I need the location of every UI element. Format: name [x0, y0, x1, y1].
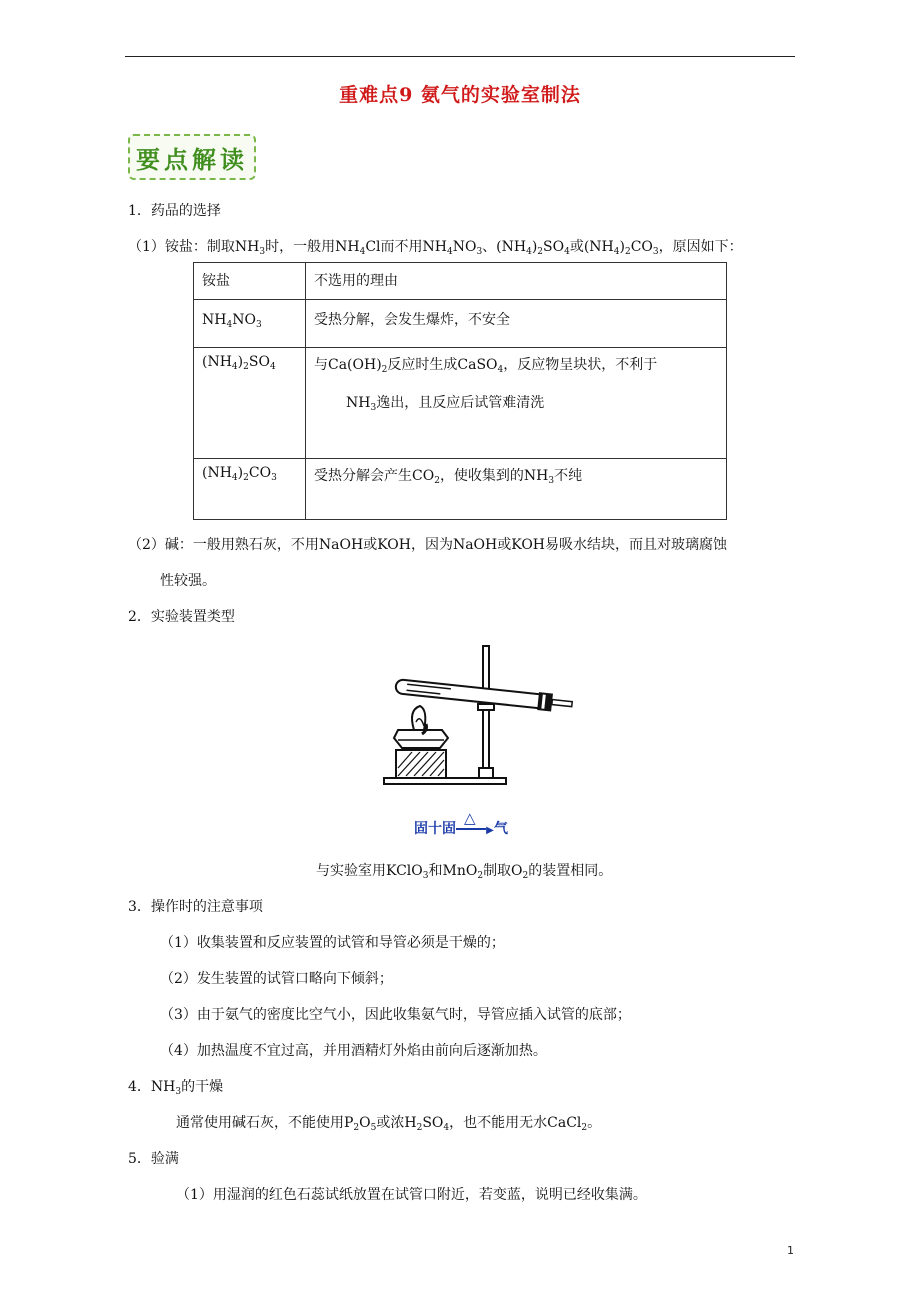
ammonium-salt-table — [193, 262, 727, 520]
list-item: （2）发生装置的试管口略向下倾斜； — [160, 971, 393, 987]
heat-delta-symbol: △ — [464, 809, 476, 827]
wooden-block — [396, 750, 446, 778]
delivery-tube — [552, 700, 572, 707]
header-rule — [125, 56, 795, 57]
section-4-heading: 4．$NH_3$的干燥 — [128, 1079, 224, 1097]
page-number: 1 — [787, 1244, 794, 1257]
section-1-para-2: （2）碱：一般用熟石灰，不用NaOH或KOH，因为NaOH或KOH易吸水结块，而且对玻璃腐蚀 — [128, 537, 728, 553]
alcohol-lamp — [394, 706, 448, 748]
table-row — [194, 459, 727, 520]
stand-rod — [483, 646, 489, 778]
list-item: （4）加热温度不宜过高，并用酒精灯外焰由前向后逐渐加热。 — [160, 1043, 547, 1059]
section-1-para-1: （1）铵盐：制取$NH_3$时，一般用$NH_4Cl$而不用$NH_4NO_3$、$(NH_4)_2SO_4$或$(NH_4)_2CO_3$，原因如下： — [128, 239, 743, 257]
section-1-heading: 1．药品的选择 — [128, 203, 221, 219]
table-cell-salt: $(NH_4)_2SO_4$ — [194, 348, 306, 459]
section-1-para-2-cont: 性较强。 — [160, 573, 216, 589]
list-item: （3）由于氨气的密度比空气小，因此收集氨气时，导管应插入试管的底部； — [160, 1007, 631, 1023]
rod-foot — [479, 768, 493, 778]
section-4-para: 通常使用碱石灰，不能使用$P_2O_5$或浓$H_2SO_4$，也不能用无水CaCl$_2$。 — [176, 1115, 602, 1133]
table-cell-reason: 受热分解，会发生爆炸，不安全 — [306, 300, 727, 348]
table-cell-salt: $NH_4NO_3$ — [194, 300, 306, 348]
table-cell-reason: 受热分解会产生$CO_2$，使收集到的$NH_3$不纯 — [306, 459, 727, 520]
list-item: （1）收集装置和反应装置的试管和导管必须是干燥的； — [160, 935, 505, 951]
badge-label: 要点解读 — [136, 145, 248, 174]
section-3-heading: 3．操作时的注意事项 — [128, 899, 263, 915]
table-header-salt: 铵盐 — [194, 263, 306, 300]
table-row — [194, 348, 727, 459]
section-badge — [128, 134, 256, 180]
list-item: （1）用湿润的红色石蕊试纸放置在试管口附近，若变蓝，说明已经收集满。 — [176, 1187, 647, 1203]
section-5-heading: 5．验满 — [128, 1151, 179, 1167]
section-2-heading: 2．实验装置类型 — [128, 609, 235, 625]
table-header-row — [194, 263, 727, 300]
table-header-reason: 不选用的理由 — [306, 263, 727, 300]
table-row — [194, 300, 727, 348]
page-title: 重难点9 氨气的实验室制法 — [339, 84, 581, 106]
apparatus-note: 与实验室用KClO$_3$和MnO$_2$制取$O_2$的装置相同。 — [316, 863, 613, 881]
table-cell-reason: 与$Ca(OH)_2$反应时生成CaSO$_4$，反应物呈块状，不利于 $NH_3$逸出，且反应后试管难清洗 — [306, 348, 727, 459]
apparatus-caption: 固十固 △ ▶气 — [414, 809, 508, 837]
table-cell-salt: $(NH_4)_2CO_3$ — [194, 459, 306, 520]
apparatus-diagram — [380, 644, 580, 794]
clamp-lower — [478, 704, 494, 710]
